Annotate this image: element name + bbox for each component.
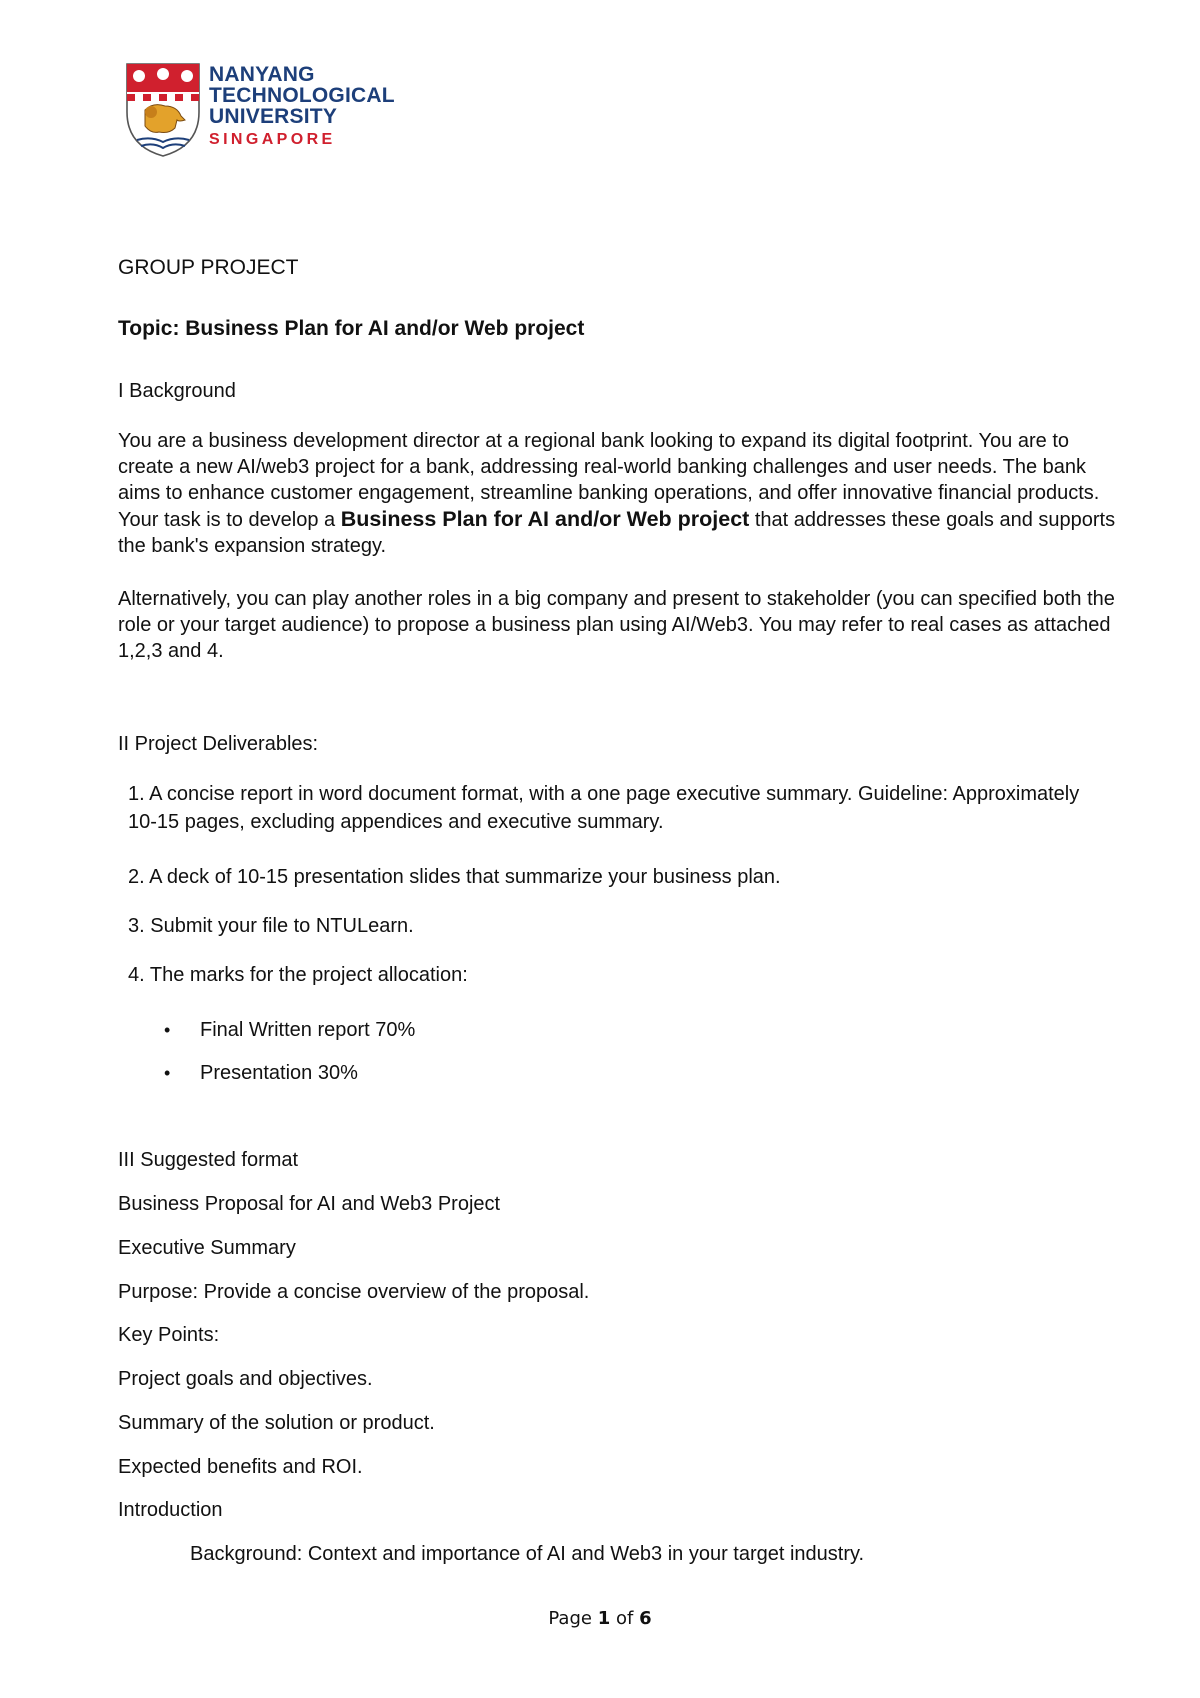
page-word: Page <box>548 1608 592 1629</box>
background-paragraph-2: Alternatively, you can play another roles in a big company and present to stakeholder (you can specified both the role or your target audience) to propose a business plan using AI/Web3. You may refer to real cases as attached 1,2,3 and 4. <box>118 588 1115 662</box>
background-paragraph-1-text-a: You are a business development director at a regional bank looking to expand its digital footprint. You are to create a new AI/web3 project for a bank, addressing real-world banking challenges and user needs. The bank aims to enhance customer engagement, streamline banking operations, and offer innovative financial products. Your task is to develop a <box>118 430 1100 531</box>
bullet-icon: • <box>164 1020 171 1040</box>
background-paragraph-1-text-b: that addresses these goals and supports the bank's expansion strategy. <box>118 509 1116 557</box>
doc-topic: Topic: Business Plan for AI and/or Web project <box>118 317 585 340</box>
bullet-text: Final Written report 70% <box>200 1019 416 1041</box>
page-total: 6 <box>639 1608 652 1629</box>
bullet-icon: • <box>164 1063 171 1083</box>
page-number: 1 <box>597 1608 611 1629</box>
key-point-3: Expected benefits and ROI. <box>118 1456 363 1478</box>
page-footer <box>0 1607 1200 1631</box>
deliverable-item-4: 4. The marks for the project allocation: <box>128 964 468 986</box>
ntu-logo <box>125 62 395 162</box>
background-paragraph-1 <box>118 428 1128 559</box>
introduction-heading: Introduction <box>118 1499 223 1521</box>
deliverables-heading: II Project Deliverables: <box>118 733 319 755</box>
deliverable-item-3: 3. Submit your file to NTULearn. <box>128 915 414 937</box>
bullet-text: Presentation 30% <box>200 1062 358 1084</box>
background-line: Background: Context and importance of AI and Web3 in your target industry. <box>190 1543 865 1565</box>
executive-summary-heading: Executive Summary <box>118 1237 296 1259</box>
logo-text-university: UNIVERSITY <box>209 105 338 128</box>
format-title: Business Proposal for AI and Web3 Project <box>118 1193 501 1215</box>
ntu-crest-icon <box>125 62 201 158</box>
purpose-line: Purpose: Provide a concise overview of the proposal. <box>118 1281 590 1303</box>
logo-text-singapore: SINGAPORE <box>209 131 336 148</box>
format-heading: III Suggested format <box>118 1149 299 1171</box>
key-point-1: Project goals and objectives. <box>118 1368 373 1390</box>
background-heading: I Background <box>118 380 236 402</box>
deliverable-item-1: 1. A concise report in word document format, with a one page executive summary. Guideline: Approximately 10-15 pages, excluding appendices and executive summary. <box>128 783 1080 833</box>
business-plan-emphasis: Business Plan for AI and/or Web project <box>340 507 750 531</box>
doc-title: GROUP PROJECT <box>118 256 299 279</box>
key-points-heading: Key Points: <box>118 1324 220 1346</box>
of-word: of <box>615 1608 634 1629</box>
logo-text-technological: TECHNOLOGICAL <box>209 84 395 107</box>
deliverable-item-2: 2. A deck of 10-15 presentation slides that summarize your business plan. <box>128 866 781 888</box>
logo-text-nanyang: NANYANG <box>209 63 315 86</box>
key-point-2: Summary of the solution or product. <box>118 1412 435 1434</box>
